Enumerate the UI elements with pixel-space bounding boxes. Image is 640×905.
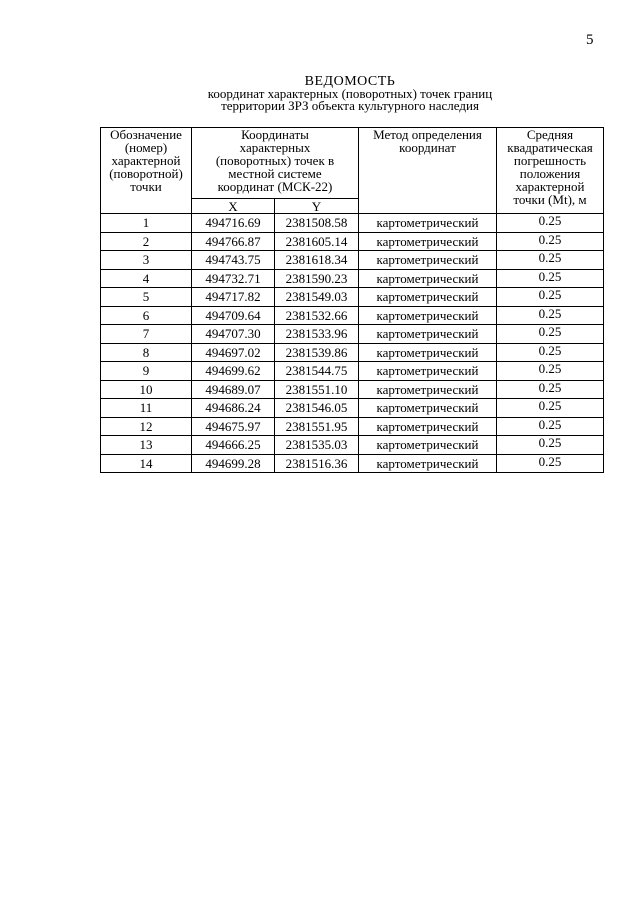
error-cell: 0.25 bbox=[497, 399, 604, 418]
y-coordinate-cell: 2381551.95 bbox=[275, 417, 359, 436]
method-cell: картометрический bbox=[359, 288, 497, 307]
header-x: X bbox=[192, 199, 275, 214]
error-cell: 0.25 bbox=[497, 380, 604, 399]
method-cell: картометрический bbox=[359, 362, 497, 381]
point-number-cell: 13 bbox=[101, 436, 192, 455]
header-method-line: координат bbox=[399, 140, 456, 155]
x-coordinate-cell: 494666.25 bbox=[192, 436, 275, 455]
x-coordinate-cell: 494689.07 bbox=[192, 380, 275, 399]
header-coordinates-line: Координаты bbox=[241, 127, 309, 142]
table-row bbox=[101, 214, 604, 233]
method-cell: картометрический bbox=[359, 214, 497, 233]
error-cell: 0.25 bbox=[497, 436, 604, 455]
y-coordinate-cell: 2381535.03 bbox=[275, 436, 359, 455]
method-cell: картометрический bbox=[359, 399, 497, 418]
y-coordinate-cell: 2381546.05 bbox=[275, 399, 359, 418]
point-number-cell: 1 bbox=[101, 214, 192, 233]
y-coordinate-cell: 2381590.23 bbox=[275, 269, 359, 288]
header-error-line: квадратическая bbox=[507, 140, 593, 155]
table-row bbox=[101, 288, 604, 307]
table-row bbox=[101, 362, 604, 381]
point-number-cell: 12 bbox=[101, 417, 192, 436]
header-coordinates-line: характерных bbox=[239, 140, 311, 155]
y-coordinate-cell: 2381618.34 bbox=[275, 251, 359, 270]
header-point-number-line: Обозначение bbox=[110, 127, 182, 142]
x-coordinate-cell: 494686.24 bbox=[192, 399, 275, 418]
header-coordinates-line: координат (МСК-22) bbox=[217, 179, 333, 194]
point-number-cell: 11 bbox=[101, 399, 192, 418]
point-number-cell: 4 bbox=[101, 269, 192, 288]
error-cell: 0.25 bbox=[497, 288, 604, 307]
table-row bbox=[101, 417, 604, 436]
method-cell: картометрический bbox=[359, 436, 497, 455]
table-row bbox=[101, 436, 604, 455]
error-cell: 0.25 bbox=[497, 343, 604, 362]
error-cell: 0.25 bbox=[497, 362, 604, 381]
header-coordinates-line: (поворотных) точек в bbox=[215, 153, 335, 168]
point-number-cell: 8 bbox=[101, 343, 192, 362]
y-coordinate-cell: 2381544.75 bbox=[275, 362, 359, 381]
x-coordinate-cell: 494709.64 bbox=[192, 306, 275, 325]
method-cell: картометрический bbox=[359, 454, 497, 473]
x-coordinate-cell: 494743.75 bbox=[192, 251, 275, 270]
x-coordinate-cell: 494675.97 bbox=[192, 417, 275, 436]
method-cell: картометрический bbox=[359, 251, 497, 270]
document-title: ВЕДОМОСТЬ bbox=[304, 74, 396, 89]
y-coordinate-cell: 2381508.58 bbox=[275, 214, 359, 233]
header-point-number-line: (номер) bbox=[124, 140, 168, 155]
y-coordinate-cell: 2381549.03 bbox=[275, 288, 359, 307]
table-row bbox=[101, 232, 604, 251]
header-error-line: точки (Mt), м bbox=[513, 192, 587, 207]
header-y: Y bbox=[275, 199, 359, 214]
x-coordinate-cell: 494707.30 bbox=[192, 325, 275, 344]
point-number-cell: 7 bbox=[101, 325, 192, 344]
header-error-line: положения bbox=[519, 166, 581, 181]
method-cell: картометрический bbox=[359, 343, 497, 362]
error-cell: 0.25 bbox=[497, 454, 604, 473]
x-coordinate-cell: 494732.71 bbox=[192, 269, 275, 288]
x-coordinate-cell: 494766.87 bbox=[192, 232, 275, 251]
header-error-line: характерной bbox=[515, 179, 585, 194]
point-number-cell: 14 bbox=[101, 454, 192, 473]
point-number-cell: 5 bbox=[101, 288, 192, 307]
method-cell: картометрический bbox=[359, 380, 497, 399]
error-cell: 0.25 bbox=[497, 306, 604, 325]
x-coordinate-cell: 494699.28 bbox=[192, 454, 275, 473]
x-coordinate-cell: 494697.02 bbox=[192, 343, 275, 362]
y-coordinate-cell: 2381533.96 bbox=[275, 325, 359, 344]
header-mean-square-error bbox=[497, 128, 604, 214]
header-coordinates-line: местной системе bbox=[228, 166, 322, 181]
page-number: 5 bbox=[586, 32, 594, 48]
point-number-cell: 6 bbox=[101, 306, 192, 325]
error-cell: 0.25 bbox=[497, 251, 604, 270]
y-coordinate-cell: 2381516.36 bbox=[275, 454, 359, 473]
header-coordinates bbox=[192, 128, 359, 199]
table-row bbox=[101, 325, 604, 344]
table-row bbox=[101, 306, 604, 325]
document-subtitle-line-1: координат характерных (поворотных) точек границ bbox=[207, 86, 493, 101]
error-cell: 0.25 bbox=[497, 232, 604, 251]
y-coordinate-cell: 2381605.14 bbox=[275, 232, 359, 251]
table-row bbox=[101, 269, 604, 288]
method-cell: картометрический bbox=[359, 417, 497, 436]
header-point-number-line: точки bbox=[130, 179, 162, 194]
x-coordinate-cell: 494717.82 bbox=[192, 288, 275, 307]
error-cell: 0.25 bbox=[497, 269, 604, 288]
point-number-cell: 9 bbox=[101, 362, 192, 381]
point-number-cell: 10 bbox=[101, 380, 192, 399]
header-point-number bbox=[101, 128, 192, 214]
header-point-number-line: характерной bbox=[111, 153, 181, 168]
y-coordinate-cell: 2381551.10 bbox=[275, 380, 359, 399]
method-cell: картометрический bbox=[359, 325, 497, 344]
table-header bbox=[101, 128, 604, 214]
header-method-line: Метод определения bbox=[373, 127, 482, 142]
table-row bbox=[101, 251, 604, 270]
header-point-number-line: (поворотной) bbox=[109, 166, 183, 181]
x-coordinate-cell: 494699.62 bbox=[192, 362, 275, 381]
table-row bbox=[101, 343, 604, 362]
error-cell: 0.25 bbox=[497, 214, 604, 233]
y-coordinate-cell: 2381539.86 bbox=[275, 343, 359, 362]
table-body bbox=[101, 214, 604, 473]
header-method bbox=[359, 128, 497, 214]
method-cell: картометрический bbox=[359, 232, 497, 251]
point-number-cell: 3 bbox=[101, 251, 192, 270]
method-cell: картометрический bbox=[359, 306, 497, 325]
document-subtitle-line-2: территории ЗРЗ объекта культурного наследия bbox=[221, 98, 479, 113]
header-error-line: погрешность bbox=[513, 153, 587, 168]
table-row bbox=[101, 454, 604, 473]
header-error-line: Средняя bbox=[526, 127, 574, 142]
x-coordinate-cell: 494716.69 bbox=[192, 214, 275, 233]
y-coordinate-cell: 2381532.66 bbox=[275, 306, 359, 325]
error-cell: 0.25 bbox=[497, 325, 604, 344]
error-cell: 0.25 bbox=[497, 417, 604, 436]
table-row bbox=[101, 399, 604, 418]
point-number-cell: 2 bbox=[101, 232, 192, 251]
document-heading bbox=[100, 76, 600, 112]
method-cell: картометрический bbox=[359, 269, 497, 288]
table-row bbox=[101, 380, 604, 399]
coordinates-table bbox=[100, 127, 604, 473]
